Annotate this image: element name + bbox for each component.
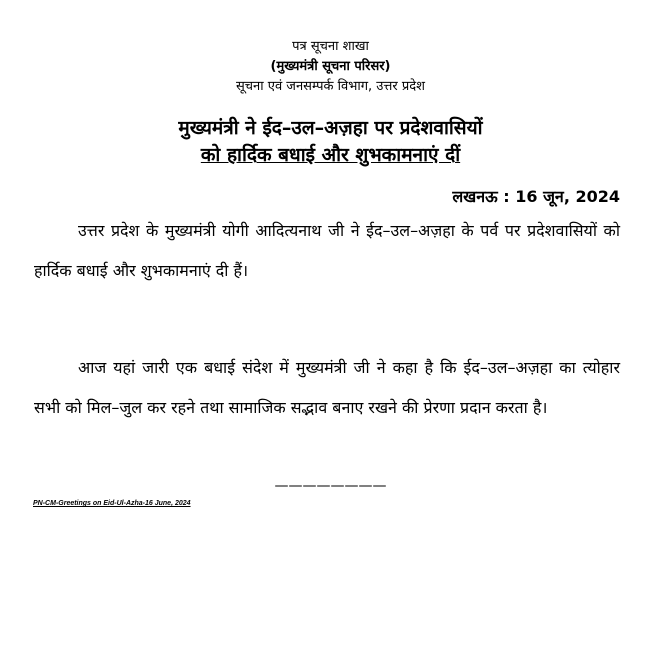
department-name: पत्र सूचना शाखा — [292, 39, 369, 54]
headline-line-2: को हार्दिक बधाई और शुभकामनाएं दीं — [200, 144, 461, 166]
end-marker: ———————— — [274, 478, 387, 494]
ministry-name: सूचना एवं जनसम्पर्क विभाग, उत्तर प्रदेश — [236, 79, 425, 94]
headline-line-1: मुख्यमंत्री ने ईद–उल–अज़हा पर प्रदेशवासियों — [178, 117, 483, 139]
dateline: लखनऊ : 16 जून, 2024 — [452, 187, 620, 206]
reference-footnote: PN-CM-Greetings on Eid-Ul-Azha-16 June, 2024 — [33, 500, 191, 507]
body-paragraph-1: उत्तर प्रदेश के मुख्यमंत्री योगी आदित्यनाथ जी ने ईद–उल–अज़हा के पर्व पर प्रदेशवासियों को हार्दिक बधाई और शुभकामनाएं दी हैं। — [34, 221, 620, 280]
body-paragraph-2: आज यहां जारी एक बधाई संदेश में मुख्यमंत्री जी ने कहा है कि ईद–उल–अज़हा का त्योहार सभी को मिल–जुल कर रहने तथा सामाजिक सद्भाव बनाए रखने की प्रेरणा प्रदान करता है। — [34, 358, 620, 417]
office-name: (मुख्यमंत्री सूचना परिसर) — [270, 59, 391, 74]
